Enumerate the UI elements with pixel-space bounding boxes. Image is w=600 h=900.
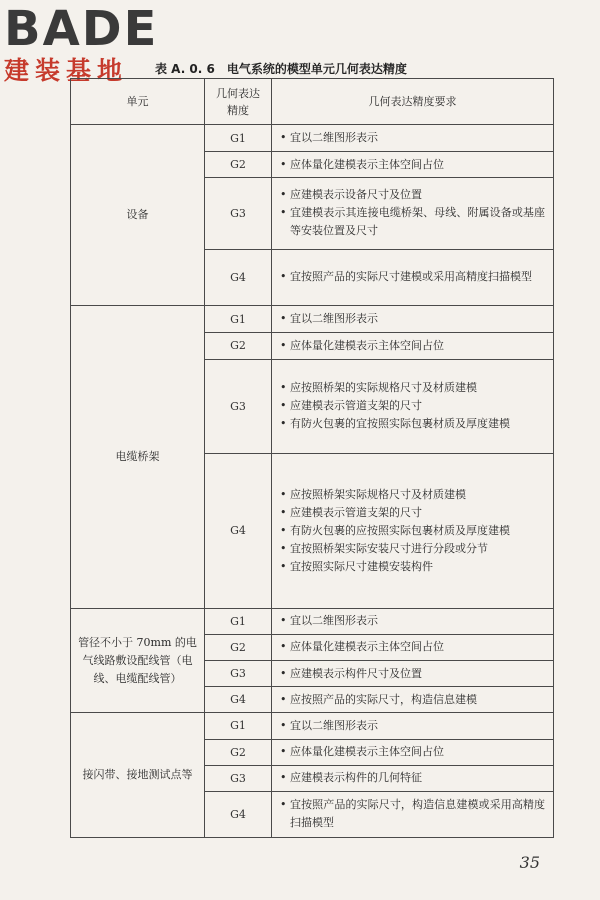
requirement-cell xyxy=(272,125,554,152)
unit-cell: 电缆桥架 xyxy=(71,306,205,609)
requirement-cell xyxy=(272,178,554,249)
precision-table xyxy=(70,78,554,838)
grade-cell: G2 xyxy=(205,634,272,660)
requirement-cell xyxy=(272,333,554,359)
requirement-cell xyxy=(272,739,554,765)
grade-cell: G4 xyxy=(205,687,272,713)
requirement-cell xyxy=(272,453,554,608)
grade-cell: G2 xyxy=(205,739,272,765)
grade-cell: G4 xyxy=(205,453,272,608)
requirement-item: • 应建模表示构件尺寸及位置 xyxy=(280,665,545,683)
requirement-cell xyxy=(272,359,554,453)
requirement-item: • 宜按照实际尺寸建模安装构件 xyxy=(280,558,545,576)
requirement-item: • 应建模表示管道支架的尺寸 xyxy=(280,397,545,415)
grade-cell: G3 xyxy=(205,661,272,687)
requirement-item: • 宜以二维图形表示 xyxy=(280,717,545,735)
requirement-cell xyxy=(272,661,554,687)
grade-cell: G1 xyxy=(205,713,272,739)
requirement-item: • 宜以二维图形表示 xyxy=(280,129,545,147)
logo-subtitle: 建装基地 xyxy=(4,56,129,85)
requirement-cell xyxy=(272,608,554,634)
requirement-item: • 应建模表示构件的几何特征 xyxy=(280,769,545,787)
requirement-item: • 宜以二维图形表示 xyxy=(280,310,545,328)
requirement-cell xyxy=(272,306,554,333)
requirement-cell xyxy=(272,152,554,178)
requirement-item: • 宜按照产品的实际尺寸，构造信息建模或采用高精度扫描模型 xyxy=(280,796,545,832)
logo-brand: BADE xyxy=(4,1,159,57)
requirement-item: • 应按照桥架的实际规格尺寸及材质建模 xyxy=(280,379,545,397)
table-caption xyxy=(155,60,407,77)
requirement-cell xyxy=(272,713,554,739)
requirement-cell xyxy=(272,687,554,713)
header-requirement: 几何表达精度要求 xyxy=(272,79,554,125)
requirement-item: • 应体量化建模表示主体空间占位 xyxy=(280,743,545,761)
requirement-item: • 应体量化建模表示主体空间占位 xyxy=(280,156,545,174)
grade-cell: G1 xyxy=(205,608,272,634)
requirement-item: • 应体量化建模表示主体空间占位 xyxy=(280,638,545,656)
grade-cell: G4 xyxy=(205,249,272,306)
requirement-item: • 应体量化建模表示主体空间占位 xyxy=(280,337,545,355)
requirement-cell xyxy=(272,765,554,791)
grade-cell: G4 xyxy=(205,791,272,837)
table-title: 电气系统的模型单元几何表达精度 xyxy=(226,62,407,76)
unit-cell: 管径不小于 70mm 的电气线路敷设配线管（电线、电缆配线管） xyxy=(71,608,205,713)
requirement-item: • 应按照产品的实际尺寸，构造信息建模 xyxy=(280,691,545,709)
unit-cell: 设备 xyxy=(71,125,205,306)
table-header-row xyxy=(71,79,554,125)
requirement-item: • 宜按照产品的实际尺寸建模或采用高精度扫描模型 xyxy=(280,268,545,286)
grade-cell: G3 xyxy=(205,765,272,791)
grade-cell: G3 xyxy=(205,178,272,249)
requirement-item: • 应建模表示设备尺寸及位置 xyxy=(280,186,545,204)
grade-cell: G2 xyxy=(205,152,272,178)
requirement-cell xyxy=(272,249,554,306)
table-row xyxy=(71,306,554,333)
requirement-item: • 应建模表示管道支架的尺寸 xyxy=(280,504,545,522)
page-number: 35 xyxy=(519,853,540,872)
requirement-cell xyxy=(272,791,554,837)
requirement-item: • 有防火包裹的应按照实际包裹材质及厚度建模 xyxy=(280,522,545,540)
table-row xyxy=(71,125,554,152)
header-unit: 单元 xyxy=(71,79,205,125)
requirement-item: • 宜建模表示其连接电缆桥架、母线、附属设备或基座等安装位置及尺寸 xyxy=(280,204,545,240)
table-row xyxy=(71,608,554,634)
grade-cell: G3 xyxy=(205,359,272,453)
header-grade: 几何表达精度 xyxy=(205,79,272,125)
table-number: 表 A. 0. 6 xyxy=(155,62,215,76)
grade-cell: G1 xyxy=(205,306,272,333)
unit-cell: 接闪带、接地测试点等 xyxy=(71,713,205,838)
table-body xyxy=(71,125,554,838)
requirement-item: • 宜以二维图形表示 xyxy=(280,612,545,630)
requirement-item: • 宜按照桥架实际安装尺寸进行分段或分节 xyxy=(280,540,545,558)
requirement-cell xyxy=(272,634,554,660)
table-row xyxy=(71,713,554,739)
requirement-item: • 有防火包裹的宜按照实际包裹材质及厚度建模 xyxy=(280,415,545,433)
requirement-item: • 应按照桥架实际规格尺寸及材质建模 xyxy=(280,486,545,504)
table-container xyxy=(70,78,554,838)
grade-cell: G1 xyxy=(205,125,272,152)
grade-cell: G2 xyxy=(205,333,272,359)
